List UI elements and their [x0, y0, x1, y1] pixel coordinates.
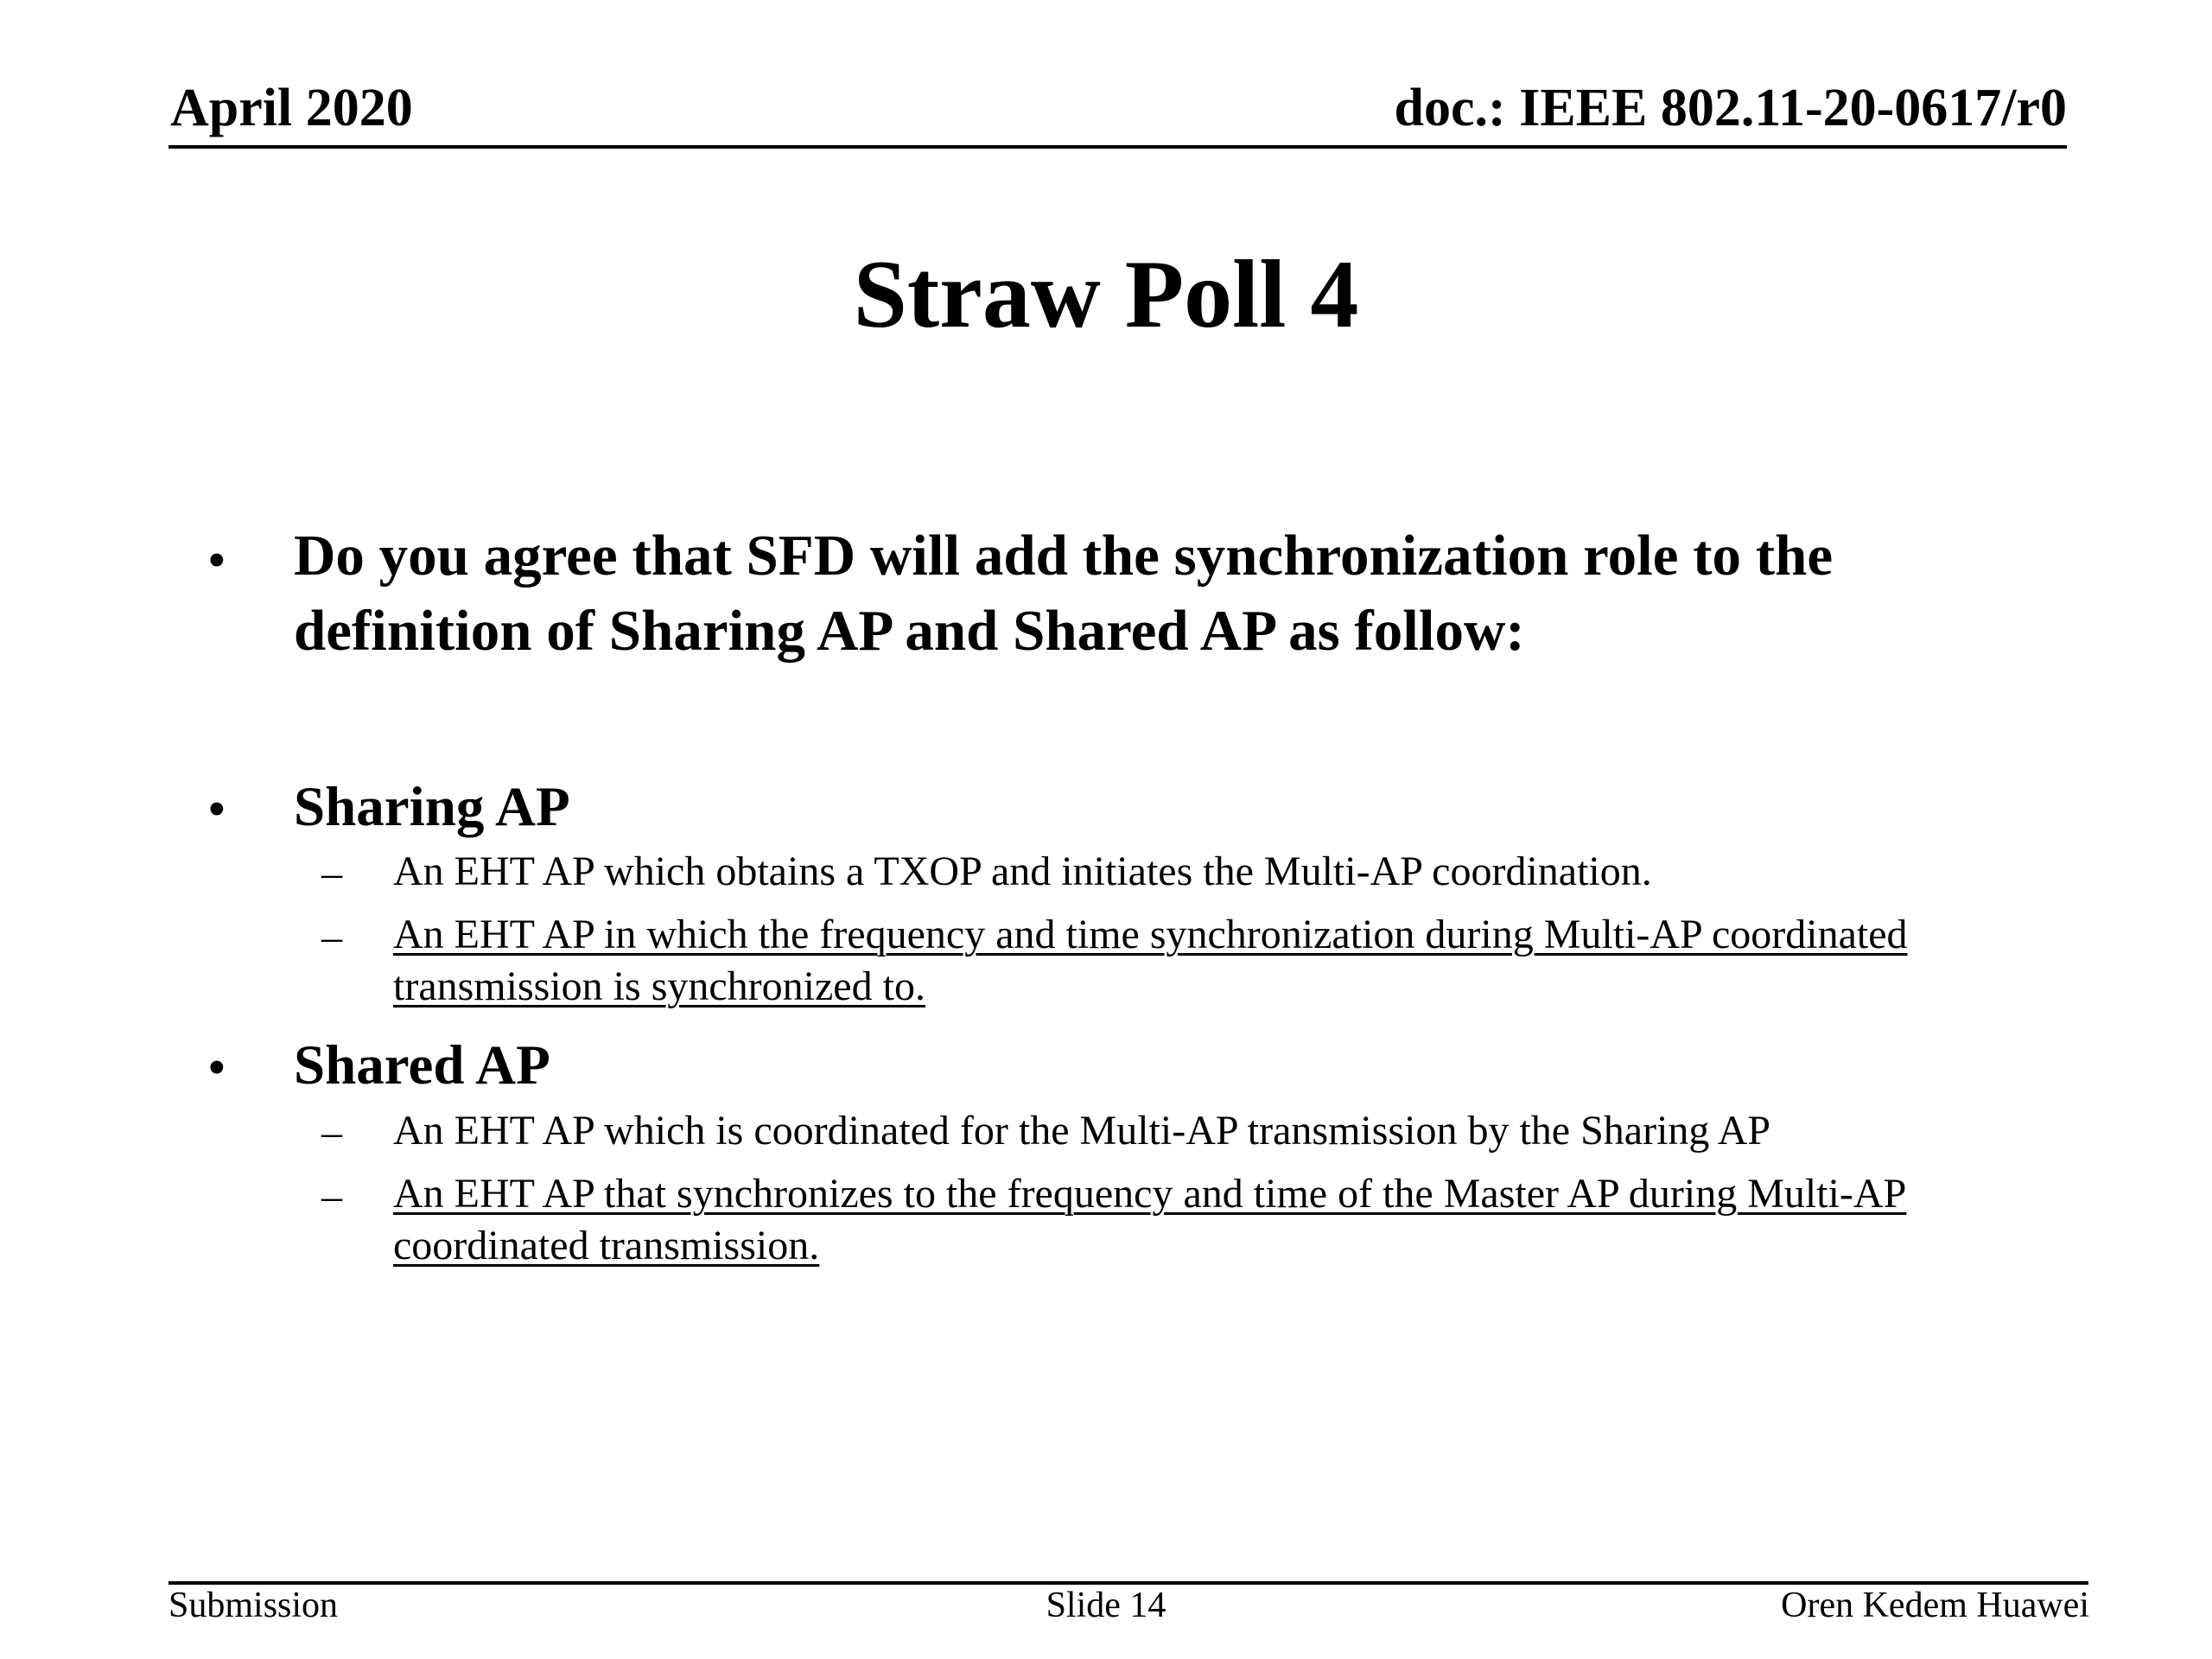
- footer-divider: [168, 1581, 2088, 1585]
- sharing-ap-bullet: •: [207, 780, 226, 839]
- footer-slide-number: Slide 14: [1046, 1586, 1166, 1625]
- shared-ap-item-1: An EHT AP which is coordinated for the Multi-AP transmission by the Sharing AP: [393, 1108, 1771, 1154]
- shared-ap-item-1-dash: –: [321, 1109, 342, 1155]
- question-bullet: •: [207, 531, 226, 590]
- footer-author: Oren Kedem Huawei: [1781, 1586, 2089, 1625]
- sharing-ap-item-1: An EHT AP which obtains a TXOP and initiates the Multi-AP coordination.: [393, 849, 1652, 894]
- footer-submission: Submission: [168, 1586, 339, 1625]
- slide-title: Straw Poll 4: [853, 241, 1359, 348]
- shared-ap-bullet: •: [207, 1039, 226, 1097]
- shared-ap-item-2: An EHT AP that synchronizes to the frequency and time of the Master AP during Multi-AP coordinated transmission.: [393, 1171, 1907, 1268]
- sharing-ap-item-1-dash: –: [321, 850, 342, 896]
- shared-ap-item-2-dash: –: [321, 1173, 342, 1219]
- header-divider: [168, 145, 2067, 149]
- sharing-ap-item-2-dash: –: [321, 914, 342, 960]
- sharing-ap-heading: Sharing AP: [294, 776, 570, 838]
- question-text: Do you agree that SFD will add the synchronization role to the definition of Sharing AP and Shared AP as follow:: [294, 524, 1834, 663]
- sharing-ap-item-2: An EHT AP in which the frequency and time synchronization during Multi-AP coordinated transmission is synchronized to.: [393, 912, 1908, 1009]
- shared-ap-heading: Shared AP: [294, 1034, 550, 1096]
- header-doc-id: doc.: IEEE 802.11-20-0617/r0: [1394, 79, 2067, 137]
- header-date: April 2020: [170, 79, 413, 137]
